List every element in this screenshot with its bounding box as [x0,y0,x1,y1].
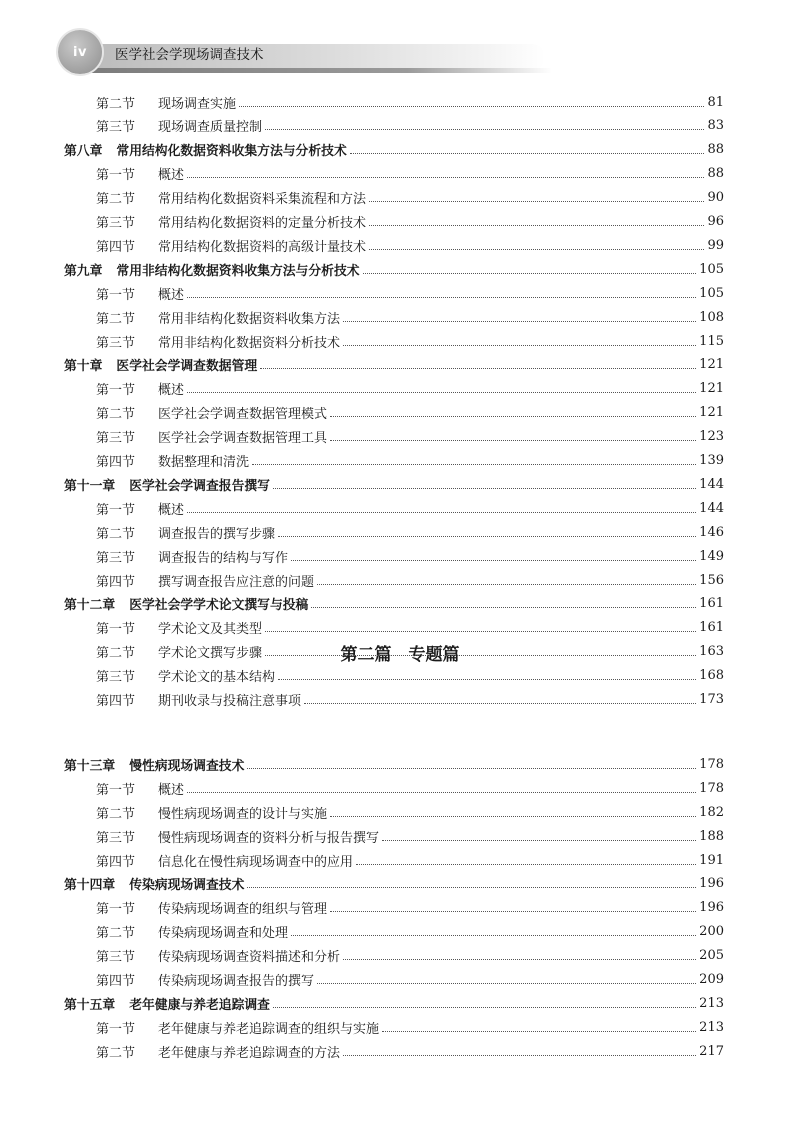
entry-title: 医学社会学调查数据管理 [116,359,258,375]
toc-chapter-entry[interactable] [64,752,724,776]
entry-title: 老年健康与养老追踪调查的方法 [158,1045,341,1061]
toc-section-entry[interactable] [64,1039,724,1063]
entry-number: 第二节 [96,806,136,822]
toc-section-entry[interactable] [64,233,724,257]
entry-title: 医学社会学调查报告撰写 [129,478,270,494]
entry-number: 第一节 [96,383,136,399]
entry-number: 第四节 [96,455,136,470]
entry-number: 第十一章 [64,478,116,494]
entry-title: 常用结构化数据资料的定量分析技术 [158,216,367,231]
entry-number: 第一节 [96,502,136,518]
entry-number: 第八章 [64,144,103,160]
toc-section-entry[interactable] [64,377,724,401]
toc-section-entry[interactable] [64,329,724,353]
dot-leader [343,345,696,346]
dot-leader [330,911,696,912]
dot-leader [273,1007,696,1008]
dot-leader [382,840,696,841]
entry-title: 现场调查质量控制 [158,120,263,136]
entry-title: 传染病现场调查报告的撰写 [158,974,315,989]
dot-leader [291,935,696,936]
dot-leader [356,864,696,865]
entry-title: 传染病现场调查的组织与管理 [158,902,328,918]
entry-page-number: 161 [699,596,724,612]
toc-section-entry[interactable] [64,800,724,824]
entry-number: 第二节 [96,526,136,542]
dot-leader [330,816,696,817]
toc-section-entry[interactable] [64,544,724,568]
entry-number: 第一节 [96,287,136,303]
toc-section-entry[interactable] [64,162,724,186]
entry-number: 第四节 [96,974,136,989]
dot-leader [382,1031,696,1032]
entry-title: 概述 [158,502,185,518]
entry-title: 常用非结构化数据资料分析技术 [158,335,341,351]
toc-chapter-entry[interactable] [64,991,724,1015]
entry-page-number: 196 [699,900,724,916]
entry-page-number: 88 [707,142,724,158]
entry-number: 第十二章 [64,598,116,614]
dot-leader [247,768,696,769]
toc-section-entry[interactable] [64,496,724,520]
entry-page-number: 163 [699,644,724,660]
entry-page-number: 213 [699,995,724,1011]
dot-leader [239,106,704,107]
toc-section-entry[interactable] [64,968,724,992]
page-header [0,0,800,80]
toc-section-entry[interactable] [64,776,724,800]
entry-number: 第十三章 [64,758,116,774]
entry-title: 医学社会学学术论文撰写与投稿 [129,598,309,614]
entry-page-number: 144 [699,476,724,492]
entry-title: 慢性病现场调查的设计与实施 [158,806,328,822]
toc-section-entry[interactable] [64,896,724,920]
toc-section-entry[interactable] [64,281,724,305]
entry-page-number: 156 [699,572,724,588]
entry-page-number: 90 [707,190,724,206]
entry-title: 老年健康与养老追踪调查 [129,997,270,1013]
dot-leader [265,129,704,130]
dot-leader [369,249,704,250]
entry-page-number: 161 [699,620,724,636]
entry-page-number: 88 [707,166,724,182]
entry-title: 常用非结构化数据资料收集方法 [158,311,341,327]
entry-title: 信息化在慢性病现场调查中的应用 [158,854,354,870]
toc-section-entry[interactable] [64,568,724,592]
dot-leader [247,887,696,888]
entry-page-number: 182 [699,804,724,820]
entry-page-number: 200 [699,924,724,940]
entry-title: 传染病现场调查资料描述和分析 [158,950,341,966]
dot-leader [343,321,696,322]
dot-leader [330,416,696,417]
header-stripe [70,68,552,73]
entry-title: 医学社会学调查数据管理模式 [158,407,328,423]
entry-title: 常用结构化数据资料的高级计量技术 [158,239,367,255]
entry-number: 第十章 [64,359,103,375]
toc-section-entry[interactable] [64,114,724,138]
entry-page-number: 121 [699,405,724,421]
toc-section-entry[interactable] [64,90,724,114]
dot-leader [278,536,696,537]
entry-number: 第二节 [96,1045,136,1061]
entry-page-number: 149 [699,548,724,564]
entry-number: 第二节 [96,192,136,208]
dot-leader [187,177,704,178]
entry-title: 学术论文及其类型 [158,622,263,638]
entry-page-number: 205 [699,948,724,964]
toc-section-entry[interactable] [64,920,724,944]
toc-section-entry[interactable] [64,616,724,640]
entry-page-number: 81 [707,94,724,110]
entry-number: 第一节 [96,1021,136,1037]
dot-leader [187,512,696,513]
entry-number: 第一节 [96,902,136,918]
entry-number: 第三节 [96,216,136,231]
entry-page-number: 121 [699,357,724,373]
dot-leader [273,488,696,489]
entry-page-number: 144 [699,500,724,516]
toc-section-entry[interactable] [64,401,724,425]
entry-number: 第一节 [96,782,136,798]
entry-title: 医学社会学调查数据管理工具 [158,431,328,447]
entry-page-number: 121 [699,381,724,397]
entry-number: 第二节 [96,96,136,112]
entry-number: 第一节 [96,622,136,638]
book-title: 医学社会学现场调查技术 [115,47,264,63]
entry-page-number: 191 [699,852,724,868]
dot-leader [369,201,704,202]
entry-title: 传染病现场调查技术 [129,878,245,894]
entry-page-number: 188 [699,828,724,844]
entry-title: 数据整理和清洗 [158,455,250,470]
toc-chapter-entry[interactable] [64,872,724,896]
entry-number: 第三节 [96,431,136,447]
dot-leader [343,1055,696,1056]
dot-leader [369,225,704,226]
page-number-badge [58,30,102,74]
dot-leader [317,584,696,585]
entry-title: 老年健康与养老追踪调查的组织与实施 [158,1021,380,1037]
entry-number: 第四节 [96,694,136,709]
toc-section-entry[interactable] [64,688,724,712]
dot-leader [265,655,696,656]
toc-section-entry[interactable] [64,520,724,544]
entry-title: 概述 [158,287,185,303]
entry-number: 第九章 [64,263,103,279]
entry-title: 调查报告的结构与写作 [158,550,289,566]
toc-chapter-entry[interactable] [64,592,724,616]
entry-page-number: 168 [699,668,724,684]
entry-number: 第三节 [96,550,136,566]
entry-number: 第十五章 [64,997,116,1013]
entry-title: 期刊收录与投稿注意事项 [158,694,302,709]
entry-title: 现场调查实施 [158,96,237,112]
dot-leader [260,368,696,369]
entry-title: 常用结构化数据资料收集方法与分析技术 [116,144,347,160]
entry-page-number: 209 [699,972,724,987]
dot-leader [265,631,696,632]
dot-leader [187,792,696,793]
dot-leader [278,679,696,680]
dot-leader [187,297,696,298]
entry-title: 概述 [158,782,185,798]
toc-section-entry[interactable] [64,305,724,329]
entry-page-number: 105 [699,261,724,277]
entry-number: 第四节 [96,854,136,870]
entry-page-number: 99 [707,237,724,253]
toc-section-entry[interactable] [64,449,724,473]
entry-number: 第二节 [96,926,136,942]
toc-section-entry[interactable] [64,848,724,872]
entry-title: 慢性病现场调查技术 [129,758,245,774]
entry-number: 第二节 [96,646,136,662]
entry-page-number: 217 [699,1043,724,1059]
entry-page-number: 173 [699,692,724,707]
entry-number: 第三节 [96,670,136,686]
entry-page-number: 123 [699,429,724,445]
entry-page-number: 196 [699,876,724,892]
toc-section-entry[interactable] [64,210,724,234]
toc-chapter-entry[interactable] [64,353,724,377]
entry-title: 学术论文的基本结构 [158,670,276,686]
dot-leader [317,983,696,984]
toc-section-entry[interactable] [64,186,724,210]
entry-title: 概述 [158,168,185,184]
entry-page-number: 115 [699,333,724,349]
dot-leader [343,959,696,960]
dot-leader [252,464,696,465]
toc-chapter-entry[interactable] [64,472,724,496]
entry-page-number: 83 [707,118,724,134]
toc-section-entry[interactable] [64,944,724,968]
entry-number: 第三节 [96,335,136,351]
toc-section-entry[interactable] [64,1015,724,1039]
entry-page-number: 213 [699,1019,724,1035]
entry-title: 学术论文撰写步骤 [158,646,263,662]
toc-section-entry[interactable] [64,425,724,449]
entry-number: 第二节 [96,311,136,327]
toc-section-entry[interactable] [64,640,724,664]
dot-leader [304,703,696,704]
entry-page-number: 178 [699,780,724,796]
entry-number: 第一节 [96,168,136,184]
dot-leader [330,440,696,441]
entry-page-number: 178 [699,756,724,772]
dot-leader [291,560,696,561]
entry-number: 第三节 [96,120,136,136]
part-heading: 第二篇 专题篇 [340,645,460,665]
entry-title: 撰写调查报告应注意的问题 [158,574,315,590]
page-number: iv [73,44,87,60]
dot-leader [350,153,705,154]
entry-number: 第三节 [96,950,136,966]
entry-number: 第四节 [96,574,136,590]
entry-title: 概述 [158,383,185,399]
toc-chapter-entry[interactable] [64,138,724,162]
entry-title: 慢性病现场调查的资料分析与报告撰写 [158,830,380,846]
entry-page-number: 96 [707,214,724,229]
entry-number: 第十四章 [64,878,116,894]
entry-title: 常用结构化数据资料采集流程和方法 [158,192,367,208]
entry-number: 第三节 [96,830,136,846]
toc-chapter-entry[interactable] [64,257,724,281]
entry-title: 调查报告的撰写步骤 [158,526,276,542]
entry-title: 传染病现场调查和处理 [158,926,289,942]
dot-leader [187,392,696,393]
dot-leader [363,273,697,274]
entry-number: 第四节 [96,239,136,255]
entry-page-number: 105 [699,285,724,301]
entry-title: 常用非结构化数据资料收集方法与分析技术 [116,263,360,279]
toc-section-entry[interactable] [64,664,724,688]
entry-number: 第二节 [96,407,136,423]
entry-page-number: 146 [699,524,724,540]
dot-leader [311,607,696,608]
entry-page-number: 139 [699,453,724,468]
entry-page-number: 108 [699,309,724,325]
toc-section-entry[interactable] [64,824,724,848]
